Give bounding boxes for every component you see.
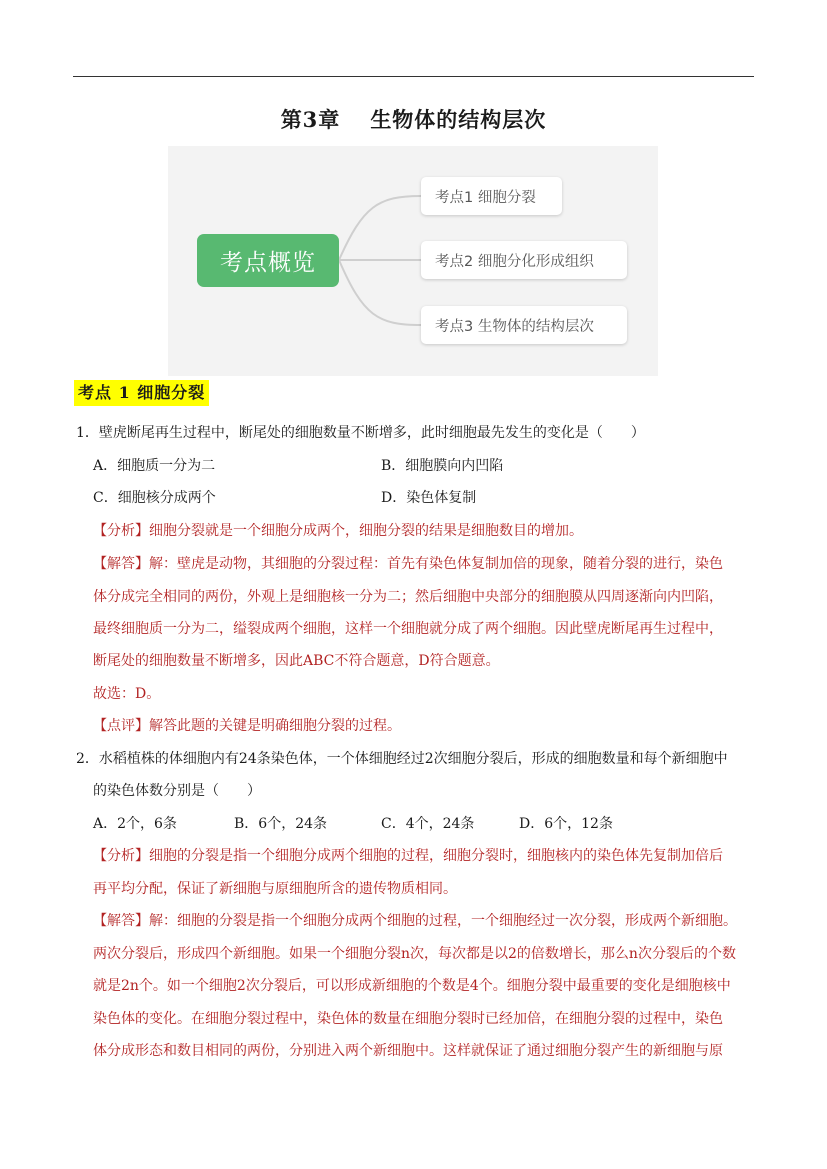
q1-option-b: B．细胞膜向内凹陷 bbox=[381, 458, 504, 474]
q2-option-d: D．6个，12条 bbox=[519, 816, 613, 832]
q1-comment-text: 解答此题的关键是明确细胞分裂的过程。 bbox=[149, 718, 401, 734]
connector-1 bbox=[339, 196, 421, 260]
q1-answer-tag: 【解答】 bbox=[93, 556, 149, 572]
q1-analysis-text: 细胞分裂就是一个细胞分成两个，细胞分裂的结果是细胞数目的增加。 bbox=[149, 523, 583, 539]
q2-analysis-line-2: 再平均分配，保证了新细胞与原细胞所含的遗传物质相同。 bbox=[93, 881, 457, 897]
mindmap-node-2: 考点2 细胞分化形成组织 bbox=[421, 241, 627, 279]
q1-answer-line-2: 体分成完全相同的两份，外观上是细胞核一分为二；然后细胞中央部分的细胞膜从四周逐渐向内凹陷， bbox=[93, 589, 723, 605]
q1-choice: 故选：D。 bbox=[93, 686, 161, 702]
q2-answer-line-2: 两次分裂后，形成四个新细胞。如果一个细胞分裂n次，每次都是以2的倍数增长，那么n次分裂后的个数 bbox=[93, 946, 736, 962]
q1-answer-text-1: 解：壁虎是动物，其细胞的分裂过程：首先有染色体复制加倍的现象，随着分裂的进行，染色 bbox=[149, 556, 723, 572]
q2-analysis-text-1: 细胞的分裂是指一个细胞分成两个细胞的过程，细胞分裂时，细胞核内的染色体先复制加倍后 bbox=[149, 848, 723, 864]
q2-stem-line-1: 2．水稻植株的体细胞内有24条染色体，一个体细胞经过2次细胞分裂后，形成的细胞数量和每个新细胞中 bbox=[76, 751, 728, 767]
q2-answer-line-1 bbox=[93, 911, 737, 931]
q2-answer-line-3: 就是2n个。如一个细胞2次分裂后，可以形成新细胞的个数是4个。细胞分裂中最重要的变化是细胞核中 bbox=[93, 978, 731, 994]
q1-analysis bbox=[93, 521, 583, 541]
q1-answer-line-1 bbox=[93, 554, 723, 574]
q2-answer-tag: 【解答】 bbox=[93, 913, 149, 929]
q2-analysis-tag: 【分析】 bbox=[93, 848, 149, 864]
q2-analysis-line-1 bbox=[93, 846, 723, 866]
q2-stem-line-2: 的染色体数分别是（ ） bbox=[93, 783, 261, 799]
q1-option-c: C．细胞核分成两个 bbox=[93, 490, 216, 506]
q1-comment bbox=[93, 716, 401, 736]
chapter-title bbox=[0, 104, 827, 134]
section-heading-1: 考点 1 细胞分裂 bbox=[74, 380, 209, 406]
chapter-number: 第3章 bbox=[280, 107, 341, 132]
mindmap-node-1: 考点1 细胞分裂 bbox=[421, 177, 562, 215]
q1-option-a: A．细胞质一分为二 bbox=[93, 458, 216, 474]
q1-answer-line-3: 最终细胞质一分为二，缢裂成两个细胞，这样一个细胞就分成了两个细胞。因此壁虎断尾再生过程中， bbox=[93, 621, 723, 637]
overview-mindmap bbox=[168, 146, 658, 376]
q2-answer-line-4: 染色体的变化。在细胞分裂过程中，染色体的数量在细胞分裂时已经加倍，在细胞分裂的过程中，染色 bbox=[93, 1011, 723, 1027]
q1-stem: 1．壁虎断尾再生过程中，断尾处的细胞数量不断增多，此时细胞最先发生的变化是（ ） bbox=[76, 425, 645, 441]
mindmap-root: 考点概览 bbox=[197, 234, 339, 287]
q2-option-b: B．6个，24条 bbox=[234, 816, 328, 832]
header-rule bbox=[73, 76, 754, 77]
q1-analysis-tag: 【分析】 bbox=[93, 523, 149, 539]
q1-answer-line-4: 断尾处的细胞数量不断增多，因此ABC不符合题意，D符合题意。 bbox=[93, 653, 500, 669]
q2-option-c: C．4个，24条 bbox=[381, 816, 475, 832]
mindmap-node-3: 考点3 生物体的结构层次 bbox=[421, 306, 627, 344]
q2-answer-text-1: 解：细胞的分裂是指一个细胞分成两个细胞的过程，一个细胞经过一次分裂，形成两个新细胞。 bbox=[149, 913, 737, 929]
q2-option-a: A．2个，6条 bbox=[93, 816, 177, 832]
q1-comment-tag: 【点评】 bbox=[93, 718, 149, 734]
q2-answer-line-5: 体分成形态和数目相同的两份，分别进入两个新细胞中。这样就保证了通过细胞分裂产生的新细胞与原 bbox=[93, 1043, 723, 1059]
connector-3 bbox=[339, 260, 421, 325]
q1-option-d: D．染色体复制 bbox=[381, 490, 477, 506]
chapter-name: 生物体的结构层次 bbox=[370, 107, 547, 132]
